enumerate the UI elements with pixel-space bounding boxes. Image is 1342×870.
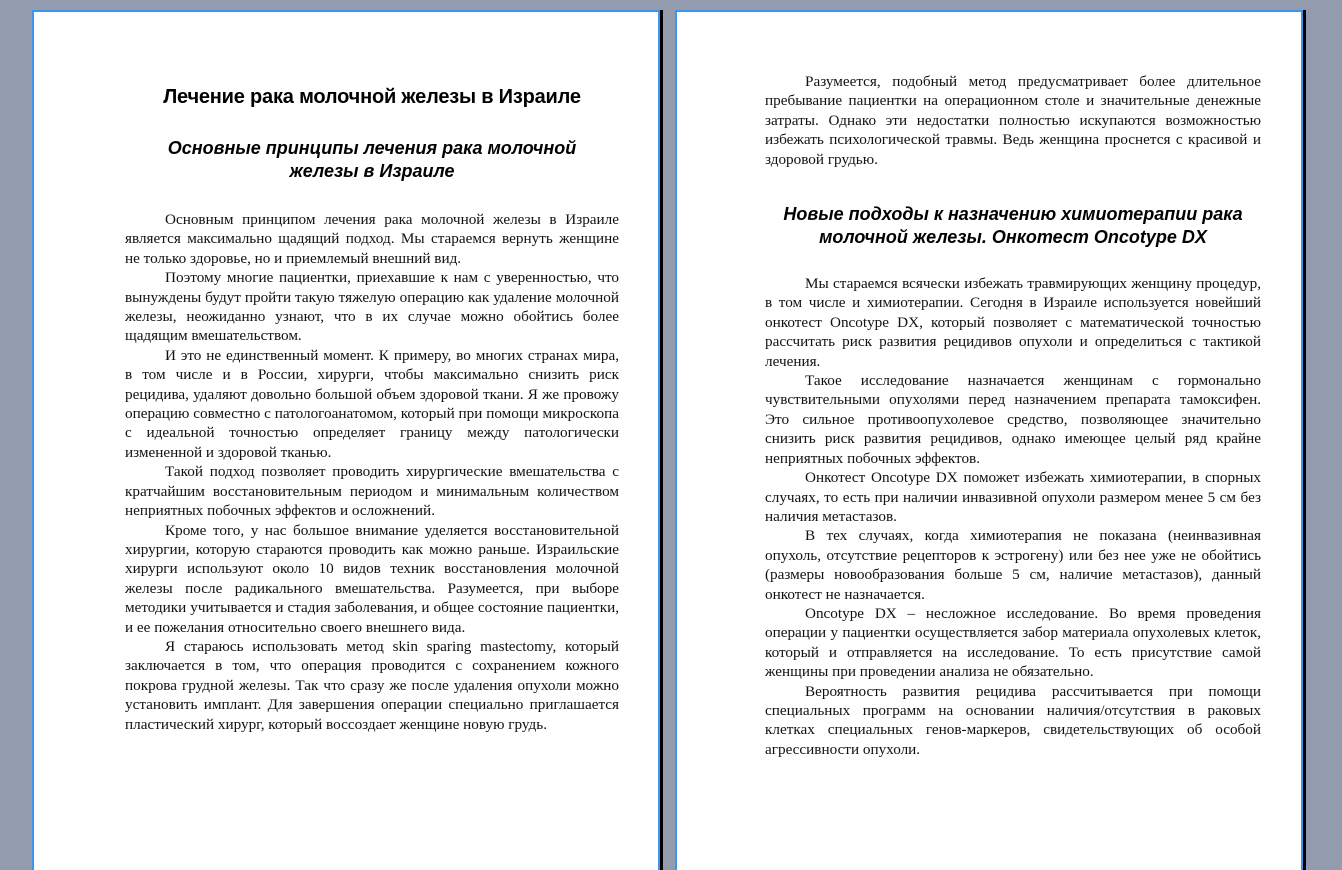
paragraph: Поэтому многие пациентки, приехавшие к нам с уверенностью, что вынуждены будут пройти такую тяжелую операцию как удаление молочной железы, неожиданно узнают, что в их случае можно обойтись более щадящим вмешательством.: [125, 269, 619, 345]
document-page-2: [675, 10, 1303, 870]
paragraph: Вероятность развития рецидива рассчитывается при помощи специальных программ на основании наличия/отсутствия в раковых клетках специальных генов-маркеров, свидетельствующих об особой агрессивности опухоли.: [765, 682, 1261, 758]
section-heading-oncotype: Новые подходы к назначению химиотерапии рака молочной железы. Онкотест Oncotype DX: [783, 204, 1243, 248]
paragraph: Кроме того, у нас большое внимание уделяется восстановительной хирургии, которую стараются проводить как можно раньше. Израильские хирурги используют около 10 видов техник восстановления молочной железы после радикального вмешательства. Разумеется, при выборе методики учитывается и стадия заболевания, и общее состояние пациентки, и ее пожелания относительно своего внешнего вида.: [125, 521, 619, 636]
document-page-1: [32, 10, 660, 870]
paragraph: Я стараюсь использовать метод skin sparing mastectomy, который заключается в том, что операция проводится с сохранением кожного покрова грудной железы. Так что сразу же после удаления опухоли можно установить имплант. Для завершения операции специально приглашается пластический хирург, который воссоздает женщине новую грудь.: [125, 637, 619, 733]
document-title: Лечение рака молочной железы в Израиле: [163, 86, 581, 108]
section-heading-principles: Основные принципы лечения рака молочной железы в Израиле: [167, 138, 577, 181]
paragraph: Oncotype DX – несложное исследование. Во время проведения операции у пациентки осуществляется забор материала опухолевых клеток, который и отправляется на исследование. То есть присутствие самой женщины при проведении анализа не обязательно.: [765, 604, 1261, 681]
page-1-content: [125, 86, 619, 734]
paragraph: Разумеется, подобный метод предусматривает более длительное пребывание пациентки на операционном столе и значительные денежные затраты. Однако эти недостатки полностью искупаются возможностью избежать психологической травмы. Ведь женщина проснется с красивой и здоровой грудью.: [765, 73, 1261, 168]
paragraph: Основным принципом лечения рака молочной железы в Израиле является максимально щадящий подход. Мы стараемся вернуть женщине не только здоровье, но и приемлемый внешний вид.: [125, 211, 619, 267]
page-2-content: [765, 72, 1261, 759]
paragraph: Мы стараемся всячески избежать травмирующих женщину процедур, в том числе и химиотерапии. Сегодня в Израиле используется новейший онкотест Oncotype DX, который позволяет с математической точностью рассчитать риск развития рецидивов опухоли и определиться с тактикой лечения.: [765, 275, 1261, 370]
paragraph: Такое исследование назначается женщинам с гормонально чувствительными опухолями перед назначением препарата тамоксифен. Это сильное противоопухолевое средство, позволяющее значительно снизить риск развития рецидивов, однако имеющее целый ряд крайне неприятных побочных эффектов.: [765, 372, 1261, 467]
paragraph: Онкотест Oncotype DX поможет избежать химиотерапии, в спорных случаях, то есть при наличии инвазивной опухоли размером менее 5 см без наличия метастазов.: [765, 469, 1261, 525]
paragraph: Такой подход позволяет проводить хирургические вмешательства с кратчайшим восстановительным периодом и минимальным количеством неприятных побочных эффектов и осложнений.: [125, 463, 619, 520]
paragraph: И это не единственный момент. К примеру, во многих странах мира, в том числе и в России, хирурги, чтобы максимально снизить риск рецидива, удаляют довольно большой объем здоровой ткани. Я же провожу операцию совместно с патологоанатомом, который при помощи микроскопа с идеальной точностью определяет границу между патологически измененной и здоровой тканью.: [125, 346, 619, 461]
paragraph: В тех случаях, когда химиотерапия не показана (неинвазивная опухоль, отсутствие рецепторов к эстрогену) или без нее уже не обойтись (размеры новообразования больше 5 см, наличие метастазов), данный онкотест не назначается.: [765, 527, 1261, 603]
